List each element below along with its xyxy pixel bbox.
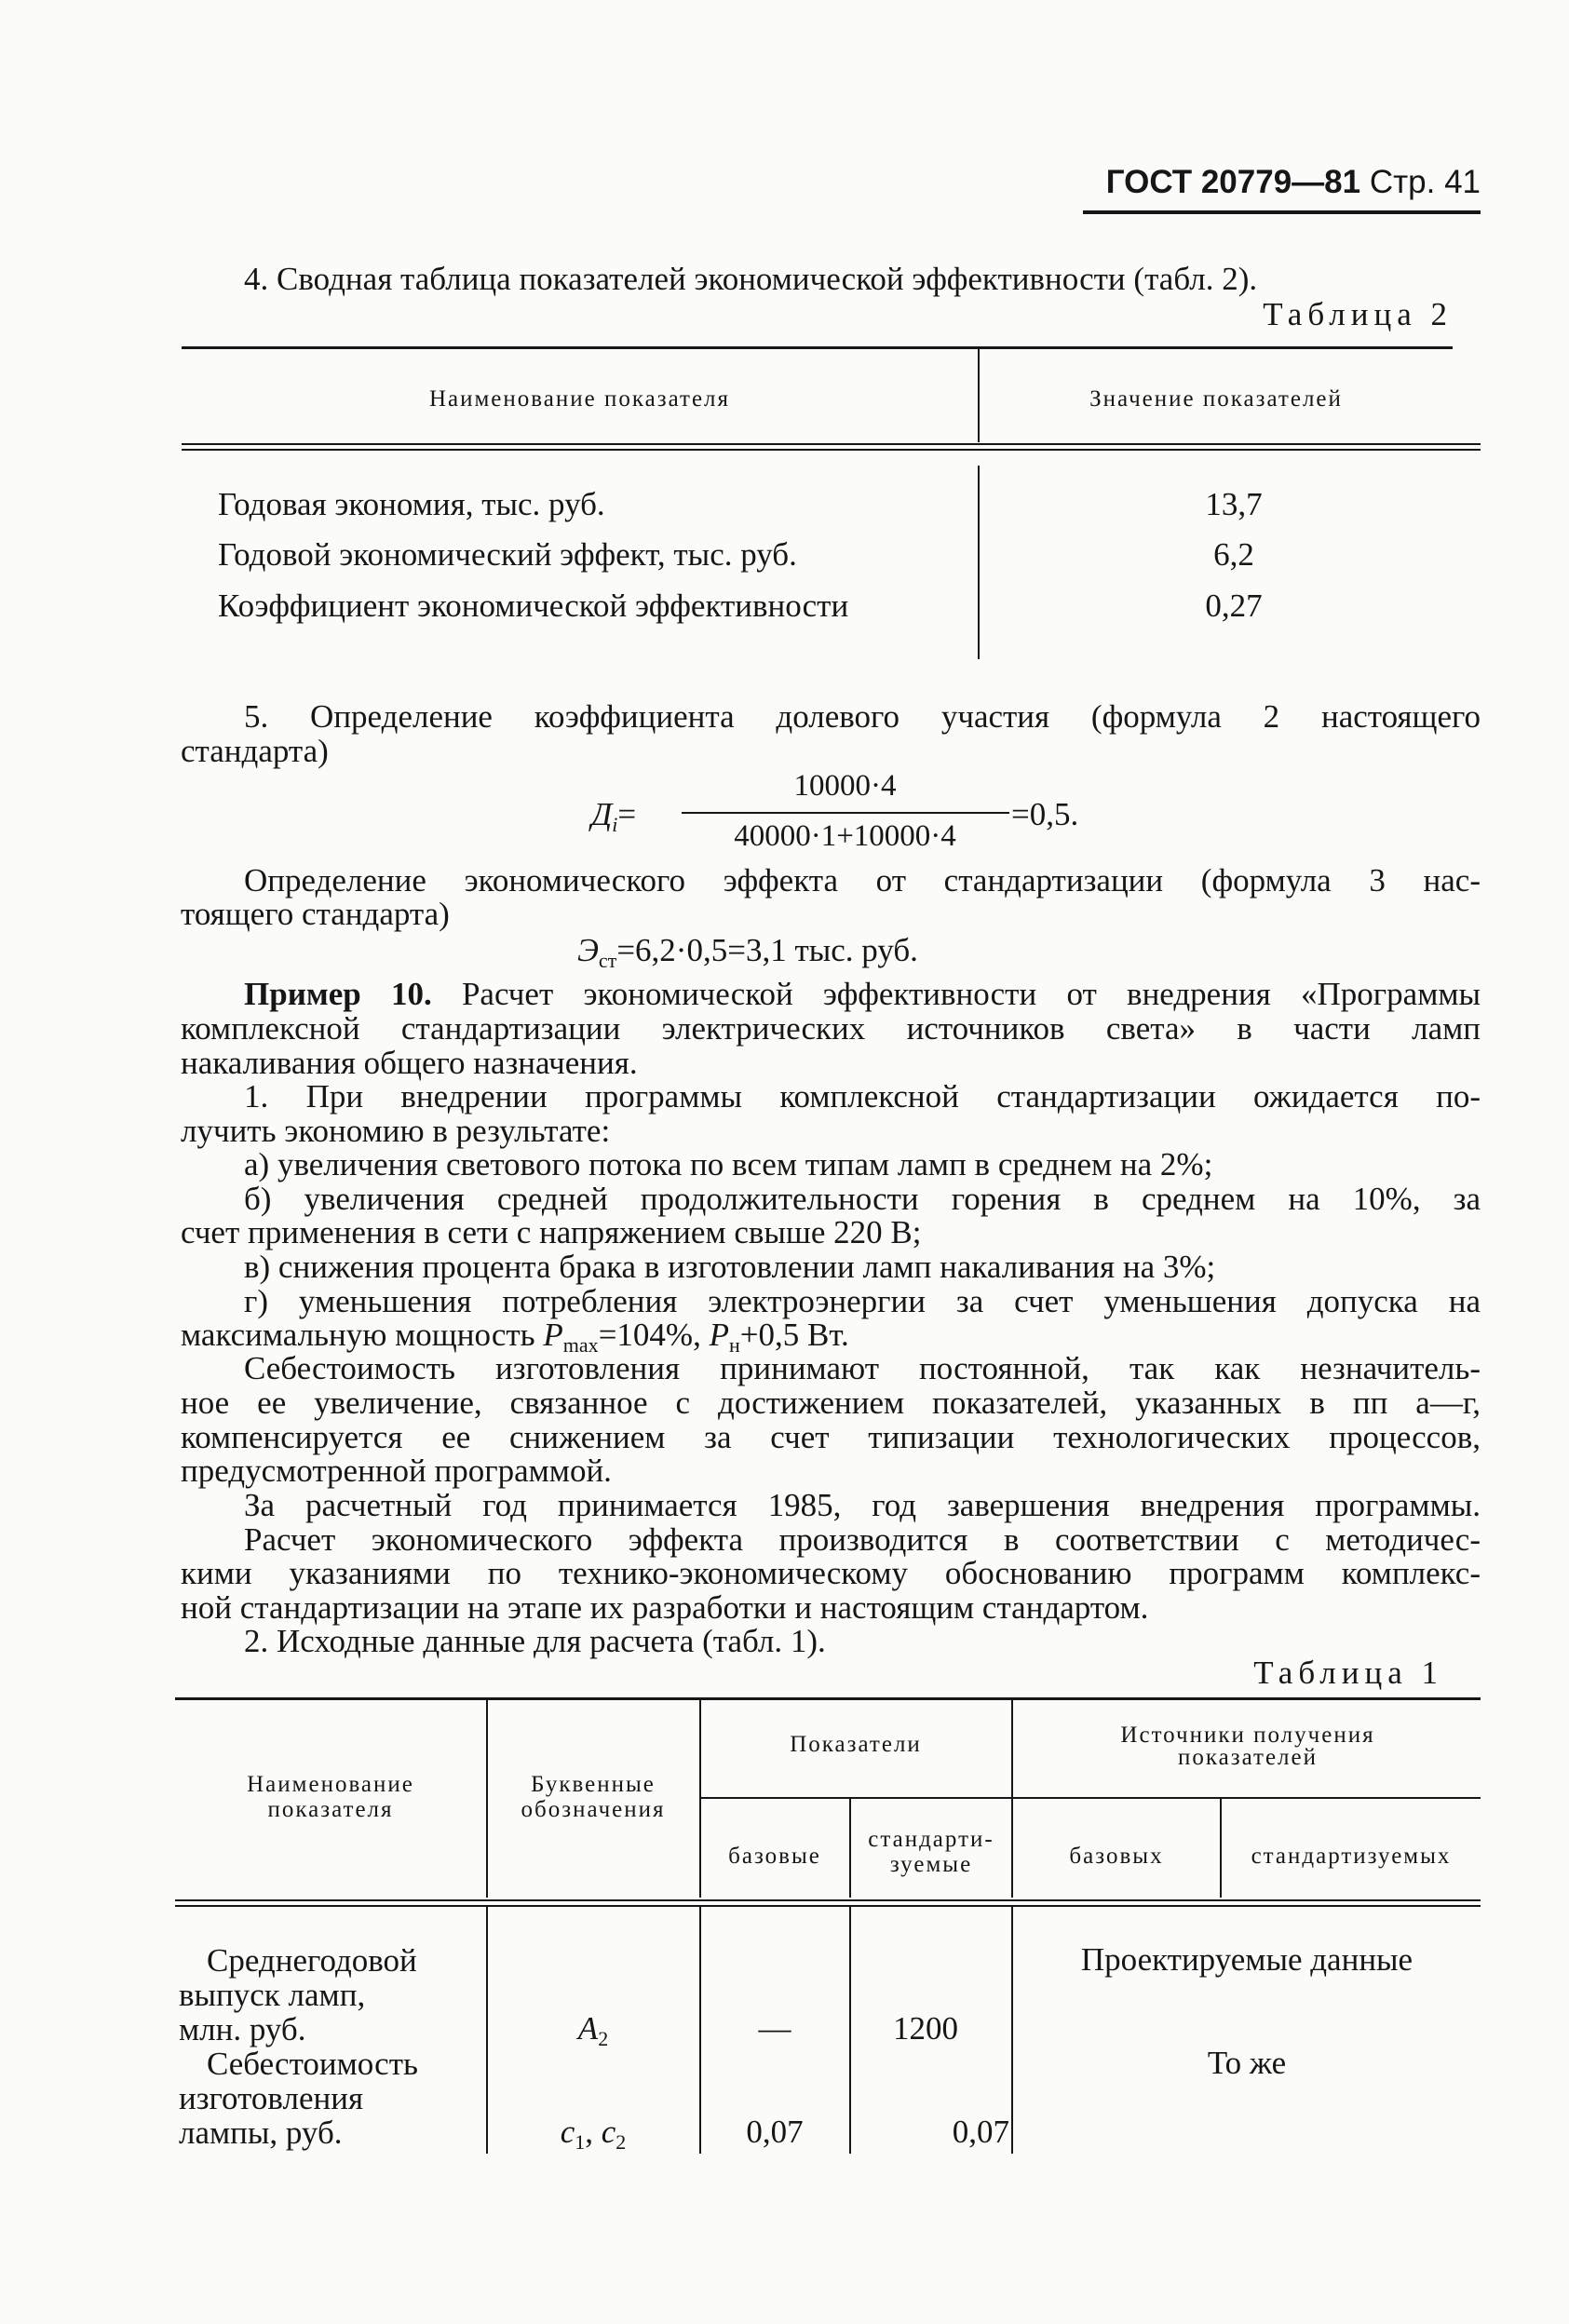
- table1-row-base: —: [758, 2010, 791, 2047]
- formula-di-numerator: 10000·4: [793, 769, 897, 803]
- effect-line1: Определение экономического эффекта от стандартизации (формула 3 нас-: [244, 862, 1481, 899]
- item1-b1: б) увеличения средней продолжительности горения в среднем на 10%, за: [244, 1181, 1481, 1217]
- table2-row-value: 0,27: [1205, 588, 1263, 624]
- table1-header-name: Наименование показателя: [247, 1772, 414, 1822]
- formula-est: $Э_{ст}=6,2\cdot 0,5=3,1$ тыс. руб.: [577, 932, 918, 972]
- table1-top-rule: [175, 1697, 1481, 1700]
- cost-line4: предусмотренной программой.: [181, 1452, 612, 1489]
- formula-di-lhs: $Д_i=$: [591, 796, 637, 836]
- table1-group-rule-values: [700, 1797, 1011, 1799]
- section4-heading: 4. Сводная таблица показателей экономической эффективности (табл. 2).: [244, 261, 1258, 297]
- table1-row-letter: $c_1$, $c_2$: [560, 2114, 627, 2154]
- example10-line3: накаливания общего назначения.: [181, 1045, 638, 1081]
- table1-header-letters: Буквенные обозначения: [521, 1772, 666, 1822]
- table2-row-name: Коэффициент экономической эффективности: [218, 588, 849, 624]
- table1-header-values: Показатели: [790, 1732, 922, 1757]
- item1-a: а) увеличения светового потока по всем типам ламп в среднем на 2%;: [244, 1146, 1213, 1182]
- table1-row-std: 1200: [893, 2010, 958, 2047]
- formula-di-fraction-bar: [682, 812, 1009, 814]
- table1-row-source: Проектируемые данные: [1080, 1941, 1413, 1978]
- table2-header-name: Наименование показателя: [428, 386, 731, 412]
- table2-row-name: Годовая экономия, тыс. руб.: [218, 486, 605, 522]
- table1-caption: Таблица 1: [1253, 1655, 1443, 1691]
- example10-line2: комплексной стандартизации электрических источников света» в части ламп: [181, 1010, 1481, 1047]
- table1-header-rule-2: [175, 1905, 1481, 1907]
- table1-row-name: Себестоимость изготовления лампы, руб.: [179, 2046, 418, 2151]
- table1-group-rule-sources: [1012, 1797, 1481, 1799]
- example10-line1: Пример 10. Расчет экономической эффективности от внедрения «Программы: [244, 976, 1481, 1012]
- example10-label: Пример 10.: [244, 976, 432, 1012]
- gost-number: ГОСТ 20779—81: [1105, 164, 1361, 200]
- section5-line1: 5. Определение коэффициента долевого участия (формула 2 настоящего: [244, 698, 1481, 735]
- table2-top-rule: [182, 346, 1453, 349]
- section5-line2: стандарта): [181, 733, 329, 769]
- item1-b2: счет применения в сети с напряжением свыше 220 В;: [181, 1214, 922, 1250]
- table2-header-rule-1: [182, 443, 1481, 445]
- table2-col-divider-body: [978, 466, 980, 659]
- item1-line2: лучить экономию в результате:: [181, 1113, 611, 1149]
- table1-sub-src-std: стандартизуемых: [1251, 1844, 1452, 1869]
- cost-line2: ное ее увеличение, связанное с достижением показателей, указанных в пп а—г,: [181, 1385, 1481, 1421]
- table2-caption: Таблица 2: [1263, 296, 1453, 332]
- calc-line2: кими указаниями по технико-экономическому обоснованию программ комплекс-: [181, 1555, 1481, 1591]
- cost-line3: компенсируется ее снижением за счет типизации технологических процессов,: [181, 1419, 1481, 1455]
- table1-header-rule-1: [175, 1899, 1481, 1901]
- table1-row-letter: $A_2$: [577, 2010, 609, 2050]
- table1-row-base: 0,07: [746, 2114, 804, 2150]
- item1-line1: 1. При внедрении программы комплексной стандартизации ожидается по-: [244, 1078, 1481, 1115]
- table1-row-std: 0,07: [952, 2114, 1009, 2150]
- table1-row-source: То же: [1207, 2045, 1287, 2081]
- table2-row-name: Годовой экономический эффект, тыс. руб.: [218, 536, 797, 573]
- header-rule: [1083, 210, 1481, 214]
- item2-heading: 2. Исходные данные для расчета (табл. 1).: [244, 1623, 826, 1659]
- table2-row-value: 13,7: [1205, 486, 1263, 522]
- calc-line1: Расчет экономического эффекта производится в соответствии с методичес-: [244, 1521, 1481, 1558]
- cost-line1: Себестоимость изготовления принимают постоянной, так как незначитель-: [244, 1350, 1481, 1386]
- item1-v: в) снижения процента брака в изготовлении ламп накаливания на 3%;: [244, 1249, 1216, 1285]
- table1-sub-src-base: базовых: [1069, 1844, 1164, 1869]
- page-number: Стр. 41: [1369, 164, 1481, 200]
- table1-header-sources: Источники получения показателей: [1120, 1723, 1375, 1770]
- formula-di-denominator: 40000·1+10000·4: [734, 819, 956, 853]
- calc-line3: ной стандартизации на этапе их разработки и настоящим стандартом.: [181, 1589, 1149, 1626]
- table2-row-value: 6,2: [1213, 536, 1254, 573]
- table1-sub-base: базовые: [728, 1844, 821, 1869]
- item1-g2: максимальную мощность $P_{max}=104\%$, $P_н+0,5$ Вт.: [181, 1317, 849, 1357]
- table1-sub-std: стандарти-зуемые: [868, 1827, 994, 1877]
- year-line: За расчетный год принимается 1985, год завершения внедрения программы.: [244, 1487, 1481, 1523]
- formula-di-result: =0,5.: [1011, 796, 1079, 832]
- table2-header-value: Значение показателей: [1089, 386, 1343, 412]
- effect-line2: тоящего стандарта): [181, 896, 450, 932]
- page-header: [1071, 164, 1481, 201]
- table1-row-name: Среднегодовой выпуск ламп, млн. руб.: [179, 1942, 417, 2047]
- item1-g1: г) уменьшения потребления электроэнергии за счет уменьшения допуска на: [244, 1283, 1481, 1319]
- table2-header-rule-2: [182, 449, 1481, 451]
